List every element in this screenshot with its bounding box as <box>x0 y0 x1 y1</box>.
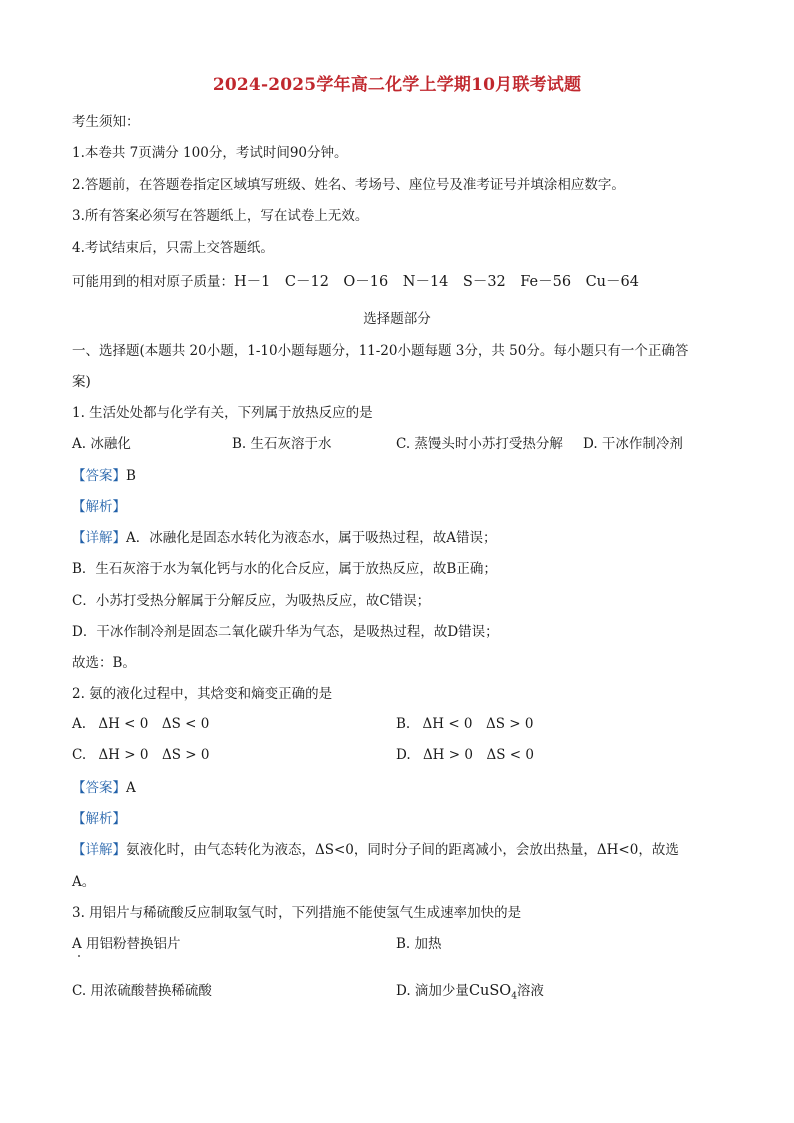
q1-detail-tag: 【详解】 <box>72 530 126 546</box>
q3-option-d-prefix: D. 滴加少量 <box>396 983 469 999</box>
q2-detail-line-1 <box>72 838 679 858</box>
q2-option-d-formula: ΔH > 0 ΔS < 0 <box>422 747 534 763</box>
q2-option-b <box>396 712 534 732</box>
q1-analysis-tag: 【解析】 <box>72 499 126 515</box>
q2-option-c <box>72 743 209 763</box>
q2-option-a-formula: ΔH < 0 ΔS < 0 <box>98 716 210 732</box>
atomic-mass-line <box>72 270 639 291</box>
notice-item-2: 2.答题前，在答题卷指定区域填写班级、姓名、考场号、座位号及准考证号并填涂相应数字。 <box>72 177 625 193</box>
exam-title: 2024-2025学年高二化学上学期10月联考试题 <box>212 75 582 95</box>
notice-item-4: 4.考试结束后，只需上交答题纸。 <box>72 240 274 256</box>
q3-stem: 3. 用铝片与稀硫酸反应制取氢气时，下列措施不能使氢气生成速率加快的是 <box>72 905 522 921</box>
q2-answer-tag: 【答案】 <box>72 780 126 796</box>
q1-detail-2: B．生石灰溶于水为氧化钙与水的化合反应，属于放热反应，故B正确； <box>72 561 497 577</box>
q2-answer-line <box>72 776 136 796</box>
q2-option-a-label: A. <box>72 716 87 732</box>
q1-conclusion: 故选：B。 <box>72 655 136 671</box>
q3-option-d-formula: CuSO <box>468 983 512 999</box>
q2-option-d-label: D. <box>396 747 411 763</box>
notice-item-1: 1.本卷共 7页满分 100分，考试时间90分钟。 <box>72 145 348 161</box>
q2-analysis-tag: 【解析】 <box>72 811 126 827</box>
q2-detail-2: A。 <box>72 874 96 890</box>
q1-detail-1: A．冰融化是固态水转化为液态水，属于吸热过程，故A错误； <box>126 530 497 546</box>
q3-option-d-subscript: 4 <box>511 991 517 1002</box>
q1-answer-line <box>72 464 136 484</box>
q1-answer: B <box>126 468 136 484</box>
q1-option-a: A. 冰融化 <box>72 436 131 452</box>
atomic-mass-values: H－1 C－12 O－16 N－14 S－32 Fe－56 Cu－64 <box>234 274 639 290</box>
q3-option-a: A 用铝粉替换铝片 <box>72 936 181 952</box>
section-intro-line-1: 一、选择题(本题共 20小题，1-10小题每题分，11-20小题每题 3分，共 50分。每小题只有一个正确答 <box>72 343 689 359</box>
q1-detail-4: D．干冰作制冷剂是固态二氧化碳升华为气态，是吸热过程，故D错误； <box>72 624 499 640</box>
q2-option-b-label: B. <box>396 716 411 732</box>
section-title: 选择题部分 <box>363 311 431 327</box>
q1-detail-3: C．小苏打受热分解属于分解反应，为吸热反应，故C错误； <box>72 593 431 609</box>
section-intro-line-2: 案) <box>72 374 91 390</box>
q2-option-b-formula: ΔH < 0 ΔS > 0 <box>422 716 534 732</box>
q1-option-b: B. 生石灰溶于水 <box>232 436 332 452</box>
q2-option-d <box>396 743 534 763</box>
q3-option-d <box>396 979 544 1002</box>
q3-option-d-suffix: 溶液 <box>516 983 544 999</box>
q2-answer: A <box>126 780 136 796</box>
notice-item-3: 3.所有答案必须写在答题纸上，写在试卷上无效。 <box>72 208 369 224</box>
notice-heading: 考生须知： <box>72 114 140 130</box>
q2-stem: 2. 氨的液化过程中，其焓变和熵变正确的是 <box>72 686 333 702</box>
q1-detail-line-1 <box>72 526 497 546</box>
q1-option-c: C. 蒸馒头时小苏打受热分解 <box>396 436 563 452</box>
q2-option-c-formula: ΔH > 0 ΔS > 0 <box>98 747 210 763</box>
q2-option-c-label: C. <box>72 747 87 763</box>
q1-stem: 1. 生活处处都与化学有关，下列属于放热反应的是 <box>72 405 373 421</box>
q3-option-c: C. 用浓硫酸替换稀硫酸 <box>72 983 212 999</box>
q2-option-a <box>72 712 209 732</box>
atomic-mass-label: 可能用到的相对原子质量： <box>72 274 234 290</box>
q2-detail-tag: 【详解】 <box>72 842 126 858</box>
q3-option-b: B. 加热 <box>396 936 442 952</box>
q1-answer-tag: 【答案】 <box>72 468 126 484</box>
q1-option-d: D. 干冰作制冷剂 <box>583 436 683 452</box>
stray-dot <box>78 955 80 957</box>
q2-detail-1: 氨液化时，由气态转化为液态，ΔS<0，同时分子间的距离减小，会放出热量，ΔH<0，故选 <box>126 842 679 858</box>
